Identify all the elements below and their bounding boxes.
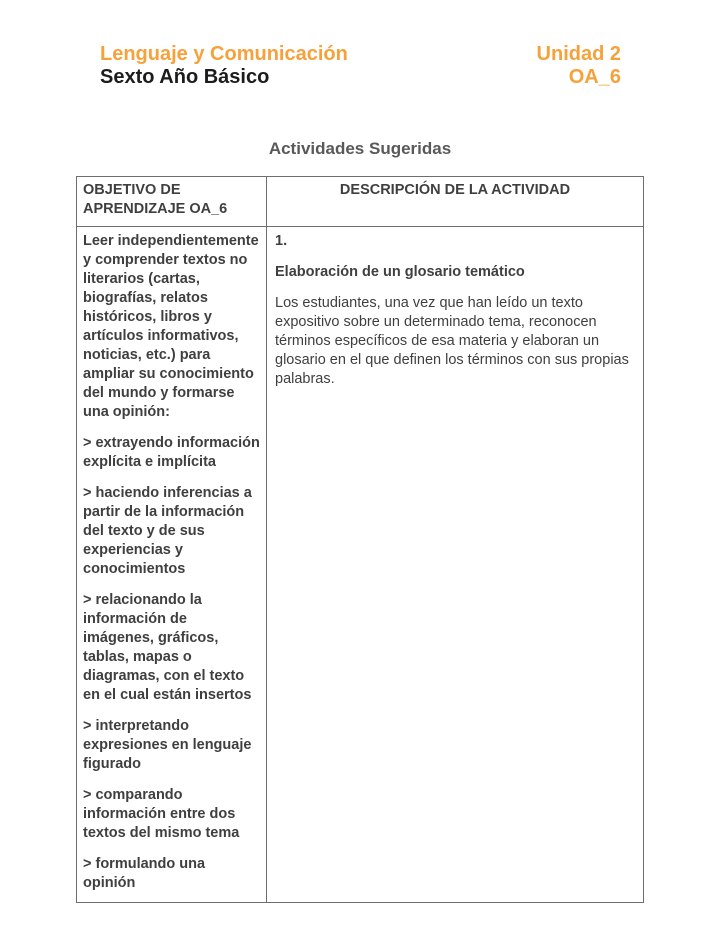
activities-table [76, 176, 644, 903]
document-header [0, 0, 720, 89]
objective-column-header: OBJETIVO DE APRENDIZAJE OA_6 [77, 177, 267, 227]
description-column-header: DESCRIPCIÓN DE LA ACTIVIDAD [267, 177, 644, 227]
unit-label: Unidad 2 [536, 43, 621, 65]
objective-bullet: > haciendo inferencias a partir de la información del texto y de sus experiencias y conocimientos [83, 485, 252, 577]
objective-cell [77, 227, 267, 903]
objective-bullet: > interpretando expresiones en lenguaje figurado [83, 718, 252, 772]
header-right [537, 43, 621, 89]
header-left [100, 43, 348, 89]
objective-bullet: > comparando información entre dos textos del mismo tema [83, 787, 240, 841]
page-title: Actividades Sugeridas [268, 139, 452, 158]
objective-paragraph: Leer independientemente y comprender textos no literarios (cartas, biografías, relatos históricos, libros y artículos informativos, noticias, etc.) para ampliar su conocimiento del mundo y formarse una opinión: [83, 233, 259, 420]
activity-number: 1. [275, 233, 288, 249]
table-row [77, 227, 644, 903]
objective-bullet: > formulando una opinión [83, 856, 206, 891]
activities-table-head [77, 177, 644, 227]
objective-bullet: > relacionando la información de imágenes, gráficos, tablas, mapas o diagramas, con el texto en el cual están insertos [83, 592, 252, 703]
subject-title: Lenguaje y Comunicación [100, 43, 348, 65]
oa-code-label: OA_6 [568, 66, 621, 88]
description-cell [267, 227, 644, 903]
header-row [77, 177, 644, 227]
objective-bullet: > extrayendo información explícita e implícita [83, 435, 260, 470]
activity-title: Elaboración de un glosario temático [275, 264, 525, 280]
activities-table-body [77, 227, 644, 903]
grade-title: Sexto Año Básico [100, 66, 270, 88]
activity-description: Los estudiantes, una vez que han leído un texto expositivo sobre un determinado tema, reconocen términos específicos de esa materia y elaboran un glosario en el que definen los términos con sus propias palabras. [275, 295, 629, 387]
